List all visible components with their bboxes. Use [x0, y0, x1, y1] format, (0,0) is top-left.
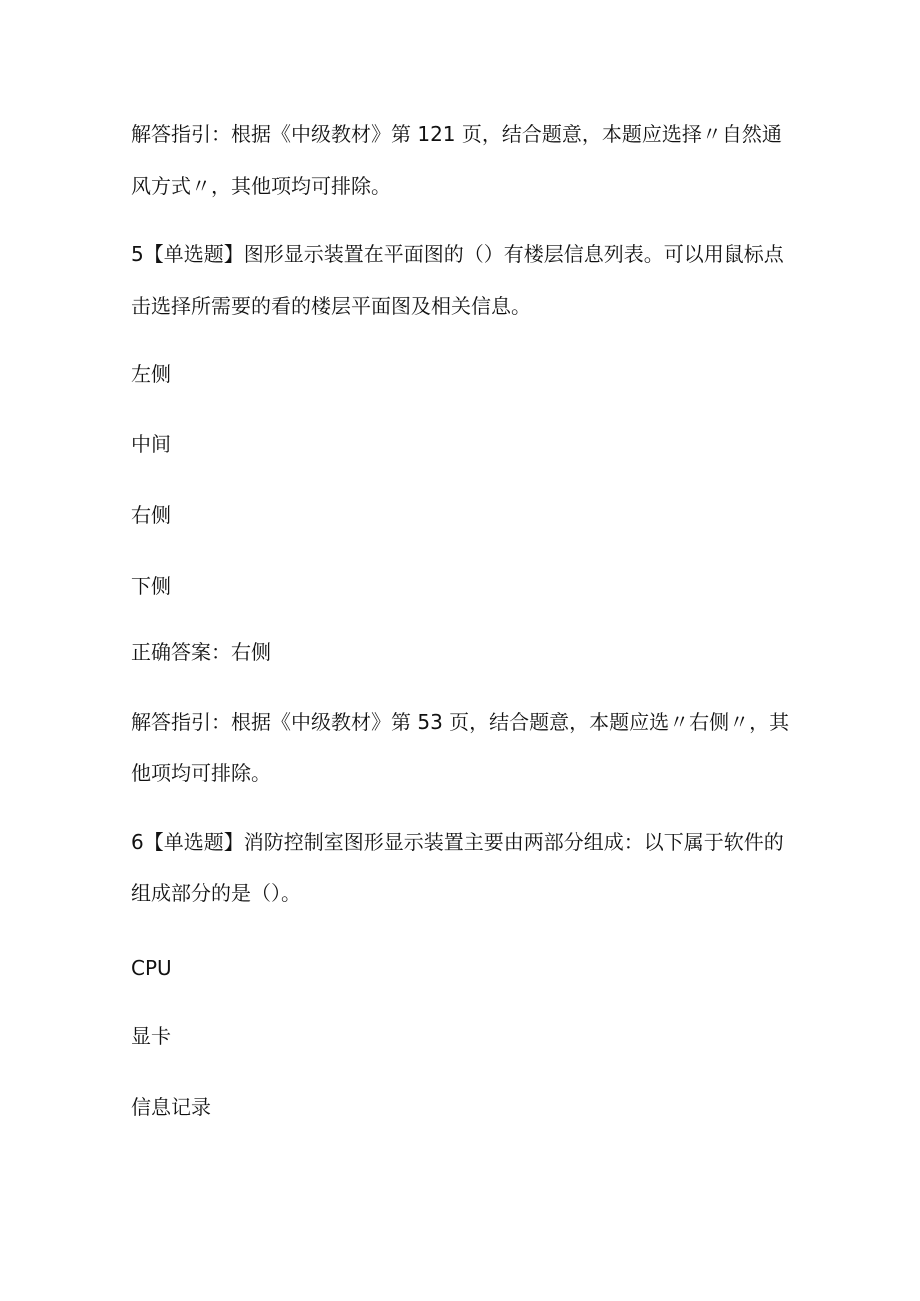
- question-6-line2: 组成部分的是（）。: [131, 881, 301, 905]
- question-6-line1: 6【单选题】消防控制室图形显示装置主要由两部分组成：以下属于软件的: [131, 830, 784, 854]
- question-5-line2: 击选择所需要的看的楼层平面图及相关信息。: [131, 294, 531, 318]
- question-5-line1: 5【单选题】图形显示装置在平面图的（）有楼层信息列表。可以用鼠标点: [131, 242, 784, 266]
- option-bottom: 下侧: [131, 574, 171, 598]
- answer-guide-q5-line2: 他项均可排除。: [131, 761, 271, 785]
- answer-guide-q4-line1: 解答指引：根据《中级教材》第 121 页，结合题意，本题应选择〃自然通: [131, 122, 782, 146]
- option-middle: 中间: [131, 432, 171, 456]
- option-graphics-card: 显卡: [131, 1024, 171, 1048]
- option-right: 右侧: [131, 503, 171, 527]
- option-cpu: CPU: [131, 956, 172, 980]
- answer-guide-q4-line2: 风方式〃，其他项均可排除。: [131, 174, 391, 198]
- option-info-record: 信息记录: [131, 1095, 211, 1119]
- correct-answer: 正确答案：右侧: [131, 640, 271, 664]
- option-left: 左侧: [131, 362, 171, 386]
- answer-guide-q5-line1: 解答指引：根据《中级教材》第 53 页，结合题意，本题应选〃右侧〃，其: [131, 710, 790, 734]
